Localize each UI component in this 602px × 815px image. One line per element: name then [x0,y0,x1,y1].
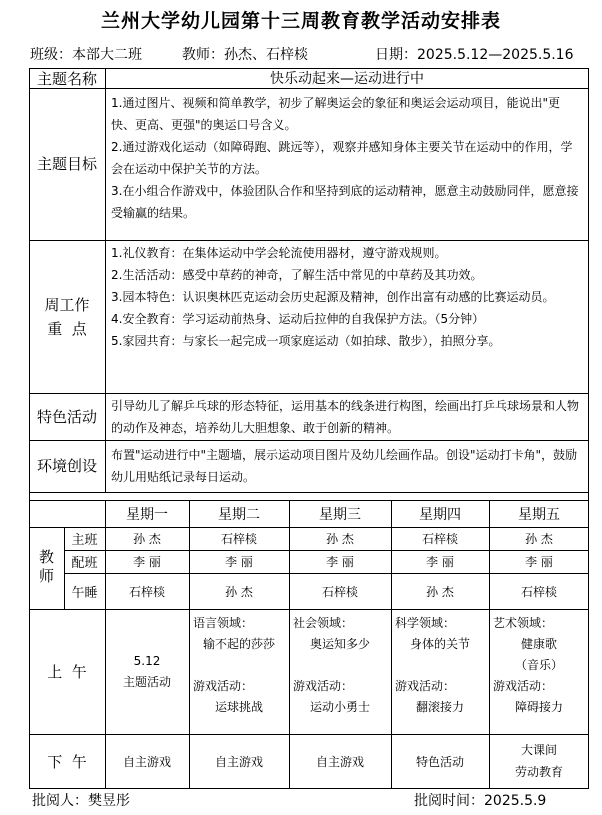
focus-item: 5.家园共育：与家长一起完成一项家庭运动（如拍球、散步），拍照分享。 [111,334,501,348]
role-nap: 午睡 [71,585,98,601]
teachers-label: 教师 [37,549,55,587]
special-label: 特色活动 [36,407,97,426]
afternoon-cell: 自主游戏 [315,754,364,769]
lesson-note: （音乐） [514,658,563,672]
goal-item: 2.通过游戏化运动（如障碍跑、跳远等），观察并感知身体主要关节在运动中的作用，学会在运动中保护关节的方法。 [111,140,573,176]
teacher-cell: 孙 杰 [133,532,161,546]
teacher-cell: 孙 杰 [326,532,354,546]
game-label: 游戏活动： [193,679,254,693]
day-wed: 星期三 [319,506,361,523]
morning-label: 上 午 [47,663,87,681]
focus-item: 2.生活活动：感受中草药的神奇，了解生活中常见的中草药及其功效。 [111,268,483,282]
goals-label: 主题目标 [36,155,97,173]
game-label: 游戏活动： [293,679,354,693]
afternoon-cell: 自主游戏 [214,754,263,769]
theme-label: 主题名称 [36,69,97,88]
teacher-cell: 石梓棪 [321,584,358,599]
afternoon-cell: 自主游戏 [122,754,171,769]
teacher-cell: 孙 杰 [525,532,553,546]
morning-wed [289,609,391,734]
environment-text: 布置"运动进行中"主题墙，展示运动项目图片及幼儿绘画作品。创设"运动打卡角"，鼓励幼儿用贴纸记录每日运动。 [111,448,578,484]
review-time: 批阅时间：2025.5.9 [414,793,547,809]
game-label: 游戏活动： [493,679,554,693]
afternoon-cell: 特色活动 [415,754,464,769]
afternoon-fri-line1: 大课间 [520,743,557,757]
theme-value: 快乐动起来—运动进行中 [270,71,424,87]
teacher-cell: 石梓棪 [220,532,257,546]
goal-item: 1.通过图片、视频和简单教学，初步了解奥运会的象征和奥运会运动项目，能说出"更快、更高、更强"的奥运口号含义。 [111,96,560,132]
afternoon-fri [489,734,589,788]
goals-text [105,90,589,240]
morning-fri [489,609,589,734]
environment-label: 环境创设 [36,457,97,475]
teacher-cell: 石梓棪 [128,584,165,599]
teacher-cell: 孙 杰 [426,584,454,599]
teacher-cell: 李 丽 [525,555,553,569]
class-label: 班级：本部大二班 [30,47,142,63]
teacher-cell: 孙 杰 [225,584,253,599]
focus-item: 3.园本特色：认识奥林匹克运动会历史起源及精神，创作出富有动感的比赛运动员。 [111,290,555,304]
domain-label: 艺术领域： [493,616,554,630]
teacher-cell: 李 丽 [326,555,354,569]
reviewer: 批阅人：樊昱彤 [32,793,130,809]
game-name: 翻滚接力 [415,700,464,714]
day-tue: 星期二 [218,506,260,523]
spacer [293,655,387,676]
focus-label-line1: 周工作 [44,295,90,314]
morning-tue [189,609,289,734]
page-title: 兰州大学幼儿园第十三周教育教学活动安排表 [100,10,501,32]
day-mon: 星期一 [126,506,168,523]
lesson-name: 输不起的莎莎 [202,637,275,651]
teacher-cell: 李 丽 [426,555,454,569]
morning-thu [391,609,489,734]
domain-label: 语言领域： [193,616,254,630]
focus-label [29,240,105,393]
game-label: 游戏活动： [395,679,456,693]
schedule-table [29,68,589,789]
lesson-name: 健康歌 [520,637,557,651]
date-label: 日期：2025.5.12—2025.5.16 [375,47,574,63]
game-name: 障碍接力 [514,700,563,714]
morning-mon-activity: 主题活动 [122,674,171,689]
focus-item: 1.礼仪教育：在集体运动中学会轮流使用器材，遵守游戏规则。 [111,246,447,260]
focus-item: 4.安全教育：学习运动前热身、运动后拉伸的自我保护方法。（5分钟） [111,312,485,326]
role-assist: 配班 [71,556,98,571]
goal-item: 3.在小组合作游戏中，体验团队合作和坚持到底的运动精神，愿意主动鼓励同伴，愿意接受输赢的结果。 [111,184,579,220]
lesson-name: 奥运知多少 [309,637,370,651]
teacher-cell: 石梓棪 [421,532,458,546]
morning-mon-date: 5.12 [133,653,161,668]
teacher-cell: 石梓棪 [520,584,557,599]
teacher-cell: 李 丽 [133,555,161,569]
teacher-cell: 李 丽 [225,555,253,569]
teacher-label: 教师：孙杰、石梓棪 [182,47,308,63]
lesson-name: 身体的关节 [409,637,470,651]
spacer [395,655,485,676]
domain-label: 科学领域： [395,616,456,630]
info-line [30,44,590,66]
game-name: 运动小勇士 [309,700,370,714]
role-main: 主班 [71,533,98,548]
morning-mon [105,609,189,734]
game-name: 运球挑战 [214,700,263,714]
domain-label: 社会领域： [293,616,354,630]
special-text: 引导幼儿了解乒乓球的形态特征，运用基本的线条进行构图，绘画出打乒乓球场景和人物的动作及神态，培养幼儿大胆想象、敢于创新的精神。 [111,399,580,435]
focus-label-line2: 重 点 [47,319,87,338]
afternoon-label: 下 午 [47,752,87,771]
day-fri: 星期五 [518,506,560,523]
day-thu: 星期四 [419,506,461,523]
spacer [193,655,285,676]
focus-text [105,240,589,393]
afternoon-fri-line2: 劳动教育 [514,765,563,779]
